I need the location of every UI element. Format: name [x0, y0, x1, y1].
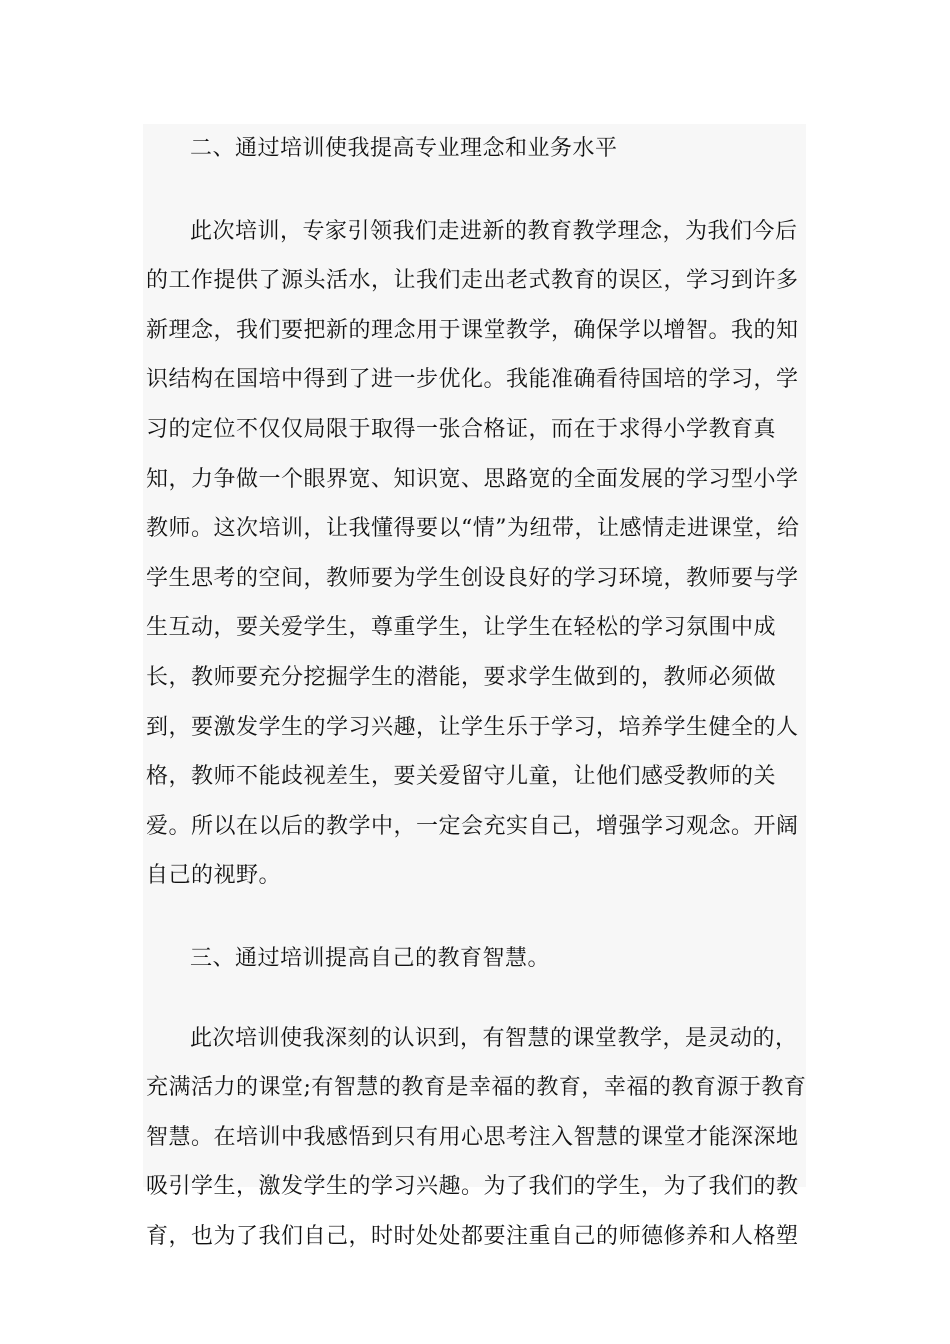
section-3-heading: 三、通过培训提高自己的教育智慧。	[190, 945, 551, 971]
paragraph-gap	[146, 174, 816, 207]
section-2-body: 此次培训，专家引领我们走进新的教育教学理念，为我们今后的工作提供了源头活水，让我们走出老式教育的误区，学习到许多新理念，我们要把新的理念用于课堂教学，确保学以增智。我的知识结构在国培中得到了进一步优化。我能准确看待国培的学习，学习的定位不仅仅局限于取得一张合格证，而在于求得小学教育真知，力争做一个眼界宽、知识宽、思路宽的全面发展的学习型小学教师。这次培训，让我懂得要以“情”为纽带，让感情走进课堂，给学生思考的空间，教师要为学生创设良好的学习环境，教师要与学生互动，要关爱学生，尊重学生，让学生在轻松的学习氛围中成长，教师要充分挖掘学生的潜能，要求学生做到的，教师必须做到，要激发学生的学习兴趣，让学生乐于学习，培养学生健全的人格，教师不能歧视差生，要关爱留守儿童，让他们感受教师的关爱。所以在以后的教学中，一定会充实自己，增强学习观念。开阔自己的视野。	[146, 218, 800, 889]
document-content	[146, 124, 816, 1261]
section-2-heading: 二、通过培训使我提高专业理念和业务水平	[190, 136, 618, 161]
paragraph-gap	[146, 984, 816, 1014]
section-3-body: 此次培训使我深刻的认识到，有智慧的课堂教学，是灵动的，充满活力的课堂;有智慧的教育是幸福的教育，幸福的教育源于教育智慧。在培训中我感悟到只有用心思考注入智慧的课堂才能深深地吸引学生，激发学生的学习兴趣。为了我们的学生，为了我们的教育，也为了我们自己，时时处处都要注重自己的师德修养和人格塑	[146, 1025, 807, 1249]
paragraph-gap	[146, 901, 816, 934]
